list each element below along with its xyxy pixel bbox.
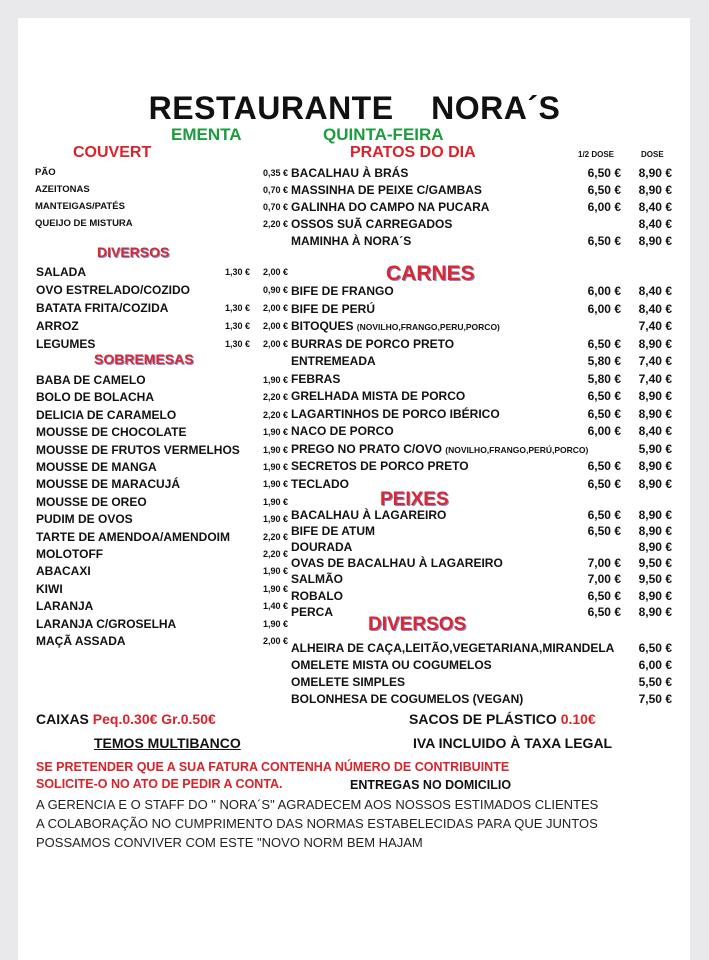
- couvert-title: COUVERT: [73, 144, 152, 161]
- menu-item-full-price: 8,90 €: [638, 459, 672, 473]
- menu-item-name: BITOQUES (NOVILHO,FRANGO,PERU,PORCO): [291, 319, 500, 333]
- menu-item-full-price: 8,90 €: [638, 406, 672, 421]
- menu-item-price: 5,50 €: [638, 675, 672, 689]
- menu-item-name: GALINHA DO CAMPO NA PUCARA: [291, 200, 490, 214]
- menu-item-price: 1,90 €: [262, 583, 288, 594]
- menu-item-half-price: 6,50 €: [587, 389, 621, 403]
- menu-item-name: ENTREMEADA: [291, 354, 376, 368]
- menu-item-full-price: 8,90 €: [638, 389, 672, 403]
- menu-item-name: MOUSSE DE OREO: [36, 494, 147, 509]
- menu-item-half-price: 6,50 €: [587, 166, 621, 180]
- menu-item-half-price: 6,50 €: [587, 524, 621, 539]
- menu-item-price: 1,90 €: [262, 444, 288, 455]
- menu-item-half-price: 6,00 €: [587, 284, 621, 298]
- menu-item-half-price: 6,00 €: [587, 424, 621, 438]
- menu-item-name: MOUSSE DE MARACUJÁ: [36, 477, 181, 492]
- menu-item-half-price: 5,80 €: [587, 371, 621, 386]
- menu-item-full-price: 7,40 €: [638, 371, 672, 386]
- menu-item-half-price: 6,50 €: [587, 183, 621, 197]
- menu-item-name: SALMÃO: [291, 572, 343, 587]
- menu-item-price: 1,90 €: [262, 514, 288, 525]
- menu-item-price: 2,20 €: [262, 219, 288, 229]
- menu-item-name: QUEIJO DE MISTURA: [35, 218, 133, 229]
- menu-item-price: 2,20 €: [262, 392, 288, 403]
- menu-item-name: MAMINHA À NORA´S: [291, 234, 412, 248]
- menu-item-half-price: 1,30 €: [224, 267, 250, 277]
- menu-item-full-price: 9,50 €: [638, 556, 672, 571]
- menu-item-full-price: 8,90 €: [638, 234, 672, 248]
- menu-item-half-price: 6,50 €: [587, 588, 621, 603]
- invoice-notice-line2: SOLICITE-O NO ATO DE PEDIR A CONTA.: [36, 777, 283, 791]
- menu-item-price: 7,50 €: [638, 692, 672, 706]
- menu-item-full-price: 8,90 €: [638, 508, 672, 522]
- menu-item-half-price: 6,50 €: [587, 476, 621, 491]
- menu-item-name: LARANJA C/GROSELHA: [36, 616, 177, 631]
- menu-item-full-price: 5,90 €: [638, 441, 672, 456]
- menu-item-name: ROBALO: [291, 588, 343, 603]
- thanks-line3: POSSAMOS CONVIVER COM ESTE "NOVO NORM BEM HAJAM: [36, 835, 423, 850]
- menu-item-full-price: 2,00 €: [262, 339, 288, 349]
- menu-item-price: 1,90 €: [262, 496, 288, 507]
- caixas-line: [36, 711, 216, 727]
- menu-item-name: MOUSSE DE FRUTOS VERMELHOS: [36, 442, 240, 457]
- menu-item-name: OSSOS SUÃ CARREGADOS: [291, 217, 453, 231]
- menu-item-full-price: 8,90 €: [638, 166, 672, 180]
- menu-item-name: BIFE DE ATUM: [291, 524, 375, 539]
- menu-item-price: 1,90 €: [262, 566, 288, 577]
- peixes-title: PEIXES: [380, 489, 449, 510]
- menu-item-name: PERCA: [291, 604, 334, 619]
- menu-item-name: BATATA FRITA/COZIDA: [36, 301, 169, 315]
- menu-item-half-price: 6,50 €: [587, 508, 621, 522]
- sacos-label: SACOS DE PLÁSTICO: [409, 711, 557, 727]
- menu-item-half-price: 6,50 €: [587, 604, 621, 619]
- menu-item-price: 0,35 €: [262, 168, 288, 178]
- menu-item-name: FEBRAS: [291, 371, 341, 386]
- menu-item-full-price: 0,90 €: [262, 285, 288, 295]
- menu-item-name: BIFE DE FRANGO: [291, 284, 394, 298]
- menu-item-name: ARROZ: [36, 319, 79, 333]
- menu-item-price: 0,70 €: [262, 185, 288, 195]
- menu-item-full-price: 8,40 €: [638, 217, 672, 231]
- menu-item-name: OMELETE SIMPLES: [291, 675, 406, 689]
- thanks-line2: A COLABORAÇÃO NO CUMPRIMENTO DAS NORMAS ESTABELECIDAS PARA QUE JUNTOS: [36, 816, 598, 831]
- menu-item-full-price: 9,50 €: [638, 572, 672, 587]
- sobremesas-title: SOBREMESAS: [94, 351, 194, 367]
- carnes-title: CARNES: [386, 262, 475, 285]
- sacos-line: [409, 711, 596, 727]
- menu-item-half-price: 6,50 €: [587, 406, 621, 421]
- menu-item-name: SECRETOS DE PORCO PRETO: [291, 459, 469, 473]
- menu-item-name: LARANJA: [36, 599, 94, 614]
- menu-item-price: 2,20 €: [262, 409, 288, 420]
- menu-item-name: MANTEIGAS/PATÉS: [35, 201, 125, 212]
- menu-item-name: BACALHAU À LAGAREIRO: [291, 508, 447, 522]
- delivery-text: ENTREGAS NO DOMICILIO: [350, 778, 512, 792]
- menu-item-name: LEGUMES: [36, 337, 96, 351]
- menu-item-half-price: 6,00 €: [587, 301, 621, 316]
- menu-item-name: MAÇÃ ASSADA: [36, 634, 126, 648]
- menu-item-full-price: 8,40 €: [638, 301, 672, 316]
- menu-item-price: 2,20 €: [262, 549, 288, 559]
- menu-item-full-price: 7,40 €: [638, 319, 672, 333]
- ementa-label: EMENTA: [171, 125, 242, 144]
- menu-item-full-price: 8,40 €: [638, 200, 672, 214]
- menu-item-price: 1,90 €: [262, 618, 288, 629]
- menu-item-full-price: 2,00 €: [262, 267, 288, 277]
- half-dose-header: 1/2 DOSE: [578, 150, 615, 159]
- menu-item-full-price: 8,90 €: [638, 540, 672, 555]
- menu-item-half-price: 7,00 €: [587, 572, 621, 587]
- menu-item-name: MOUSSE DE CHOCOLATE: [36, 425, 187, 440]
- menu-item-name: OVAS DE BACALHAU À LAGAREIRO: [291, 556, 503, 571]
- menu-item-price: 1,90 €: [262, 375, 288, 385]
- menu-item-half-price: 1,30 €: [224, 303, 250, 313]
- diversos-right-title: DIVERSOS: [368, 614, 467, 635]
- menu-item-name: TECLADO: [291, 476, 349, 491]
- dose-header: DOSE: [641, 150, 664, 159]
- menu-item-name: PUDIM DE OVOS: [36, 512, 133, 527]
- menu-item-price: 2,00 €: [262, 636, 288, 646]
- menu-item-name: AZEITONAS: [35, 184, 90, 195]
- menu-item-full-price: 8,90 €: [638, 476, 672, 491]
- menu-item-name: KIWI: [36, 581, 63, 596]
- menu-item-name: ABACAXI: [36, 564, 91, 579]
- menu-item-name: MOUSSE DE MANGA: [36, 460, 157, 474]
- menu-item-half-price: 7,00 €: [587, 556, 621, 571]
- pratos-title: PRATOS DO DIA: [350, 144, 476, 161]
- menu-item-full-price: 7,40 €: [638, 354, 672, 368]
- menu-item-full-price: 2,00 €: [262, 303, 288, 313]
- multibanco-text: TEMOS MULTIBANCO: [94, 735, 241, 751]
- menu-item-half-price: 1,30 €: [224, 339, 250, 349]
- menu-item-name: OMELETE MISTA OU COGUMELOS: [291, 658, 492, 672]
- thanks-line1: A GERENCIA E O STAFF DO " NORA´S" AGRADECEM AOS NOSSOS ESTIMADOS CLIENTES: [36, 797, 599, 812]
- menu-item-name: BIFE DE PERÚ: [291, 301, 376, 316]
- menu-item-price: 1,90 €: [262, 462, 288, 472]
- menu-item-name: PREGO NO PRATO C/OVO (NOVILHO,FRANGO,PERÚ,PORCO): [291, 441, 589, 456]
- menu-item-name: DELICIA DE CARAMELO: [36, 407, 177, 422]
- invoice-notice-line1: SE PRETENDER QUE A SUA FATURA CONTENHA NÚMERO DE CONTRIBUINTE: [36, 760, 510, 774]
- menu-item-name: BURRAS DE PORCO PRETO: [291, 336, 455, 351]
- menu-item-full-price: 8,40 €: [638, 424, 672, 438]
- menu-item-name: GRELHADA MISTA DE PORCO: [291, 389, 466, 403]
- menu-item-full-price: 8,90 €: [638, 604, 672, 619]
- menu-item-price: 1,90 €: [262, 479, 288, 490]
- menu-item-full-price: 8,90 €: [638, 336, 672, 351]
- menu-item-half-price: 6,50 €: [587, 459, 621, 473]
- menu-item-name: ALHEIRA DE CAÇA,LEITÃO,VEGETARIANA,MIRANDELA: [291, 641, 615, 655]
- diversos-left-title: DIVERSOS: [97, 244, 170, 260]
- menu-item-name: BOLO DE BOLACHA: [36, 390, 154, 405]
- day-label: QUINTA-FEIRA: [323, 125, 444, 144]
- menu-item-half-price: 6,00 €: [587, 200, 621, 214]
- menu-item-name: OVO ESTRELADO/COZIDO: [36, 283, 191, 297]
- menu-item-full-price: 8,40 €: [638, 284, 672, 298]
- menu-item-half-price: 1,30 €: [224, 321, 250, 331]
- menu-item-name: NACO DE PORCO: [291, 424, 394, 438]
- menu-item-name: TARTE DE AMENDOA/AMENDOIM: [36, 529, 230, 544]
- menu-item-name: BOLONHESA DE COGUMELOS (VEGAN): [291, 692, 524, 706]
- menu-item-full-price: 8,90 €: [638, 524, 672, 539]
- menu-item-name: PÃO: [35, 167, 56, 178]
- menu-item-price: 1,40 €: [262, 601, 288, 612]
- iva-text: IVA INCLUIDO À TAXA LEGAL: [413, 735, 613, 751]
- restaurant-title: RESTAURANTE NORA´S: [148, 90, 561, 126]
- menu-item-name: MASSINHA DE PEIXE C/GAMBAS: [291, 183, 482, 197]
- menu-item-full-price: 8,90 €: [638, 183, 672, 197]
- menu-item-full-price: 8,90 €: [638, 588, 672, 603]
- menu-item-full-price: 2,00 €: [262, 321, 288, 331]
- menu-item-price: 6,50 €: [638, 641, 672, 655]
- menu-item-note: (NOVILHO,FRANGO,PERÚ,PORCO): [445, 444, 589, 455]
- menu-item-name: SALADA: [36, 265, 86, 279]
- sacos-value: 0.10€: [560, 711, 596, 727]
- menu-item-name: MOLOTOFF: [36, 547, 104, 561]
- menu-item-half-price: 6,50 €: [587, 234, 621, 248]
- menu-item-price: 0,70 €: [262, 202, 288, 212]
- menu-item-price: 2,20 €: [262, 531, 288, 542]
- menu-item-half-price: 6,50 €: [587, 336, 621, 351]
- menu-item-price: 6,00 €: [638, 658, 672, 672]
- menu-item-name: LAGARTINHOS DE PORCO IBÉRICO: [291, 406, 500, 421]
- menu-item-name: BABA DE CAMELO: [36, 373, 146, 387]
- menu-item-price: 1,90 €: [262, 427, 288, 438]
- caixas-label: CAIXAS: [36, 711, 89, 727]
- caixas-value: Peq.0.30€ Gr.0.50€: [92, 711, 216, 727]
- menu-item-half-price: 5,80 €: [587, 354, 621, 368]
- menu-item-name: BACALHAU À BRÁS: [291, 166, 409, 180]
- menu-item-note: (NOVILHO,FRANGO,PERU,PORCO): [356, 322, 500, 332]
- menu-item-name: DOURADA: [291, 540, 353, 555]
